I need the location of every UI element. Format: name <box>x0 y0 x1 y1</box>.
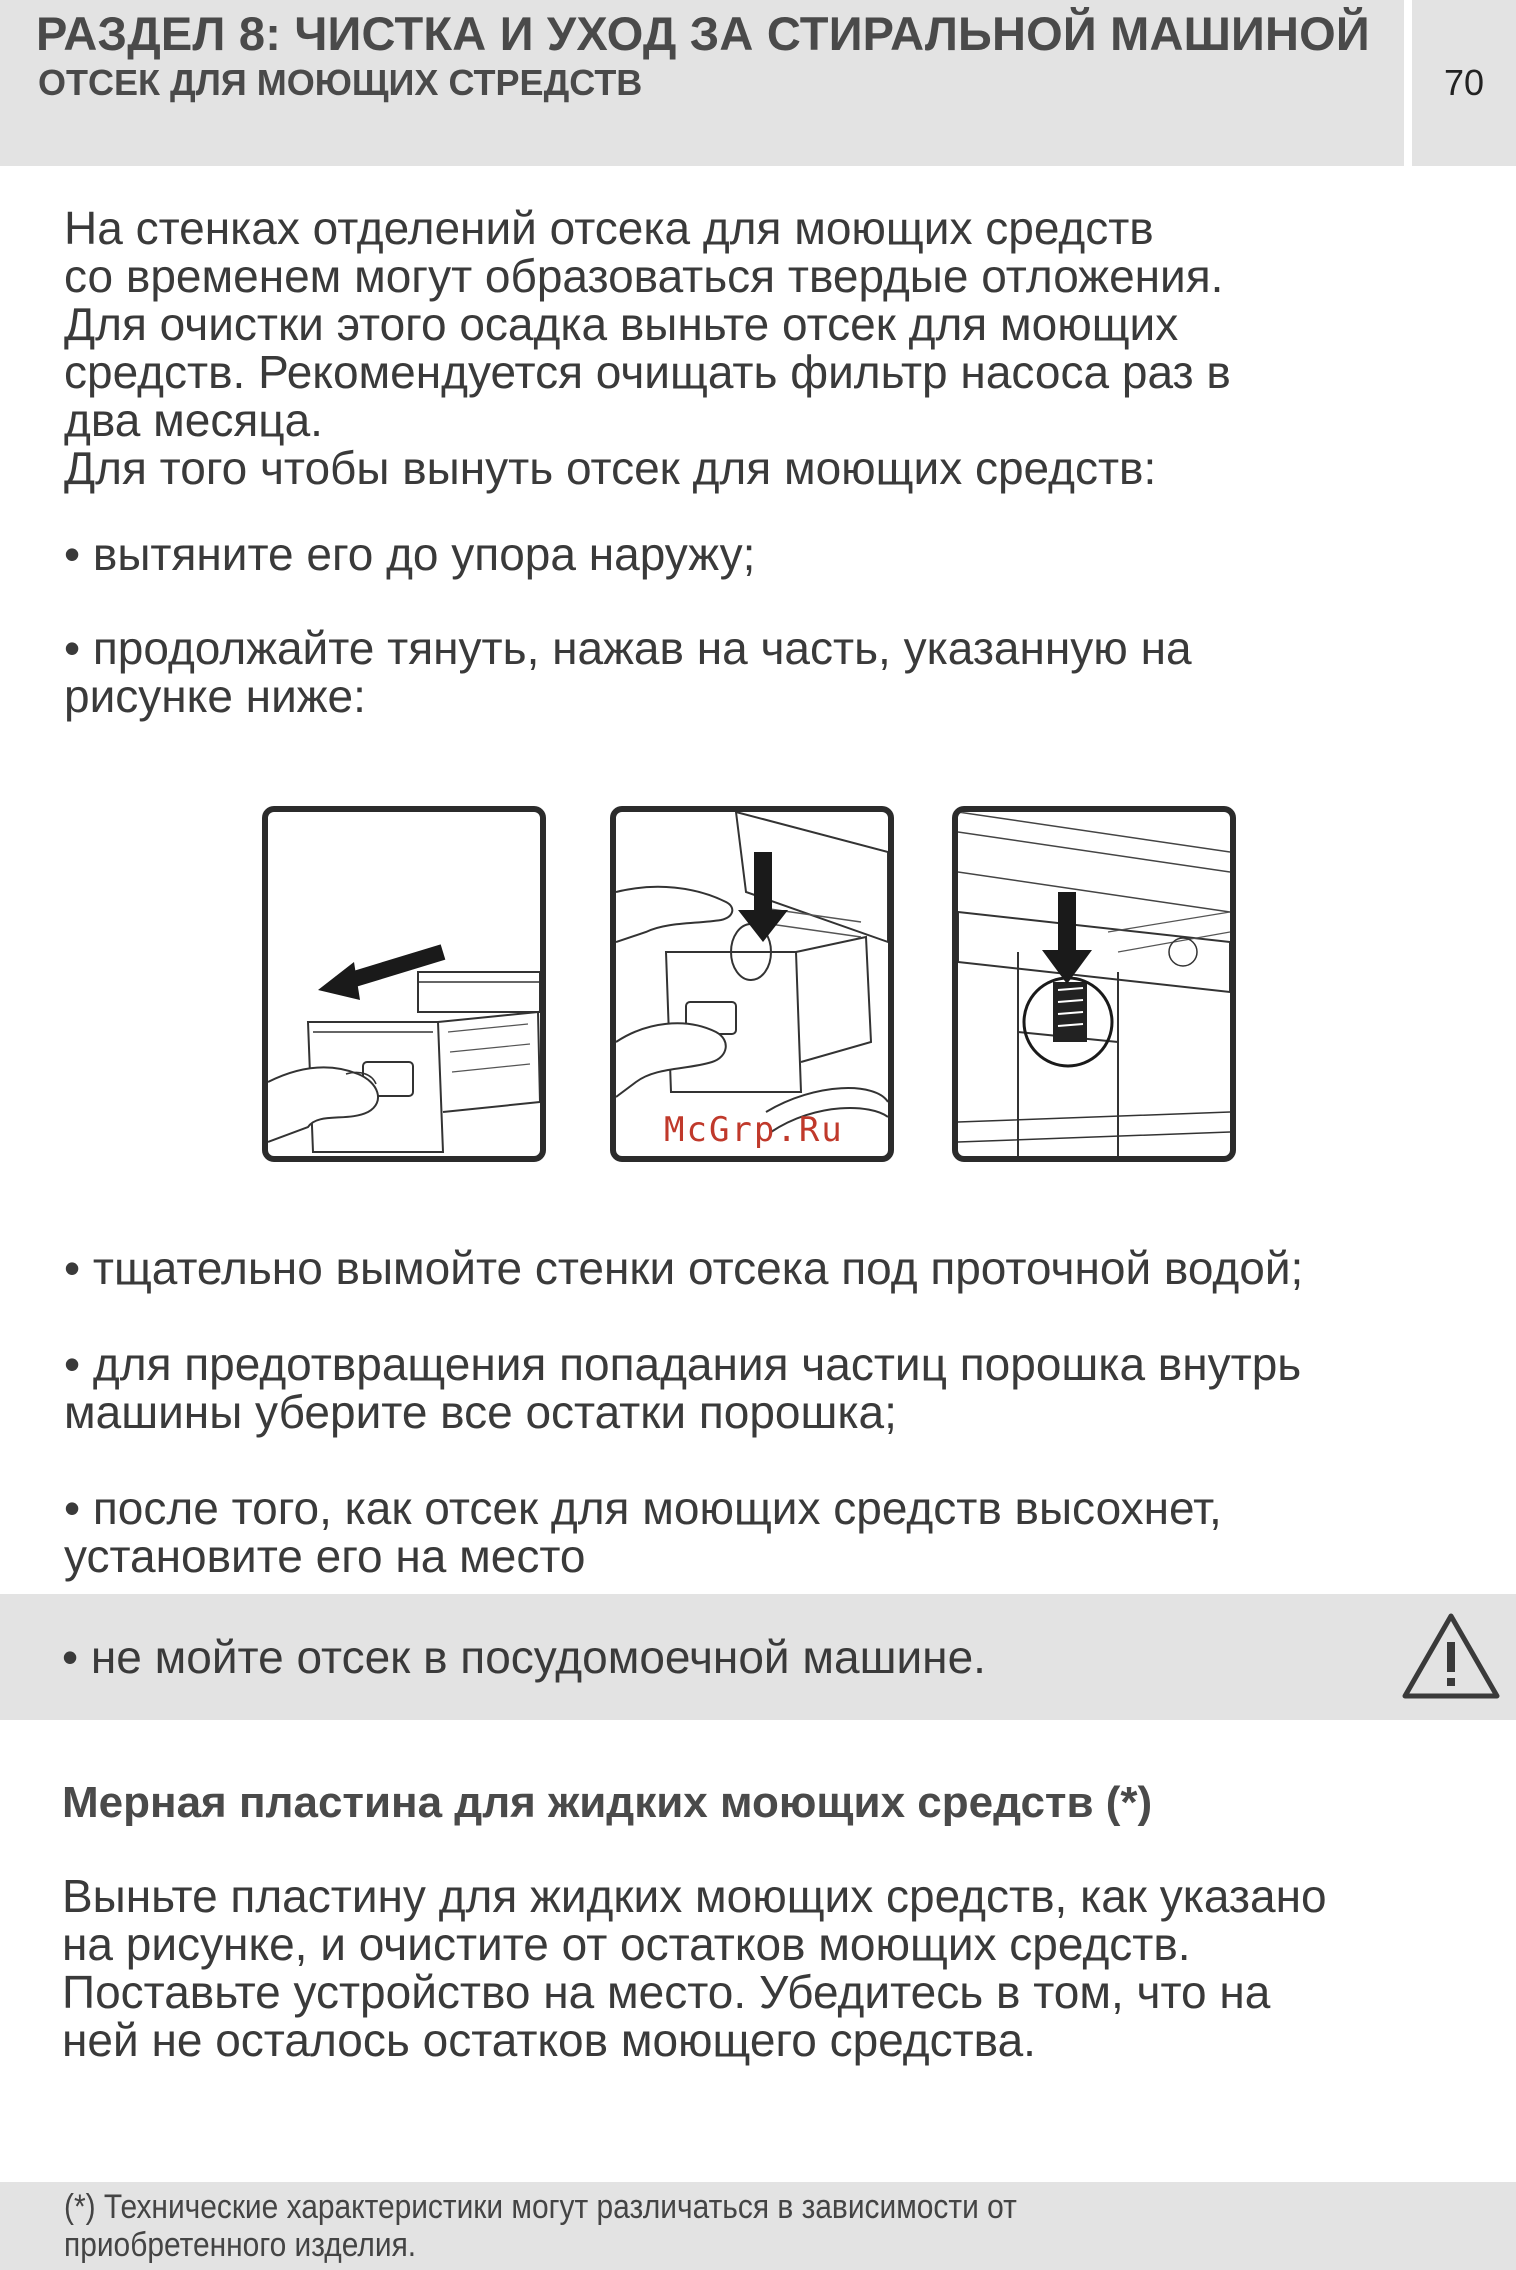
bullet-press-part: • продолжайте тянуть, нажав на часть, указанную на рисунке ниже: <box>64 622 1192 722</box>
intro-paragraph: На стенках отделений отсека для моющих средств со временем могут образоваться твердые отложения. Для очистки этого осадка выньте отсек для моющих средств. Рекомендуется очищать фильтр насоса раз в два месяца. Для того чтобы вынуть отсек для моющих средств: <box>64 202 1231 494</box>
warning-text: • не мойте отсек в посудомоечной машине. <box>62 1631 986 1683</box>
section-subtitle: ОТСЕК ДЛЯ МОЮЩИХ СТРЕДСТВ <box>38 62 643 103</box>
footnote-band <box>0 2182 1516 2270</box>
liquid-plate-heading: Мерная пластина для жидких моющих средств (*) <box>62 1778 1153 1827</box>
release-tab-closeup-illustration <box>952 806 1236 1162</box>
footnote: (*) Технические характеристики могут различаться в зависимости от приобретенного изделия. <box>64 2188 1017 2264</box>
header-separator <box>1404 0 1412 166</box>
section-title: РАЗДЕЛ 8: ЧИСТКА И УХОД ЗА СТИРАЛЬНОЙ МАШИНОЙ <box>36 7 1370 60</box>
warning-triangle-icon <box>1400 1610 1502 1702</box>
page-number: 70 <box>1443 62 1485 103</box>
warning-band <box>0 1594 1516 1720</box>
press-release-tab-illustration <box>610 806 894 1162</box>
figure-strip <box>0 806 1516 1162</box>
bullet-wash-walls: • тщательно вымойте стенки отсека под проточной водой; <box>64 1242 1304 1294</box>
pull-out-drawer-illustration <box>262 806 546 1162</box>
bullet-remove-powder: • для предотвращения попадания частиц порошка внутрь машины уберите все остатки порошка; <box>64 1338 1302 1438</box>
bullet-reinstall: • после того, как отсек для моющих средств высохнет, установите его на место <box>64 1482 1222 1582</box>
bullet-pull-out: • вытяните его до упора наружу; <box>64 528 756 580</box>
liquid-plate-paragraph: Выньте пластину для жидких моющих средств, как указано на рисунке, и очистите от остатков моющих средств. Поставьте устройство на место. Убедитесь в том, что на ней не осталось остатков моющего средства. <box>62 1870 1327 2066</box>
watermark: McGrp.Ru <box>664 1110 844 1150</box>
section-header <box>0 0 1404 166</box>
